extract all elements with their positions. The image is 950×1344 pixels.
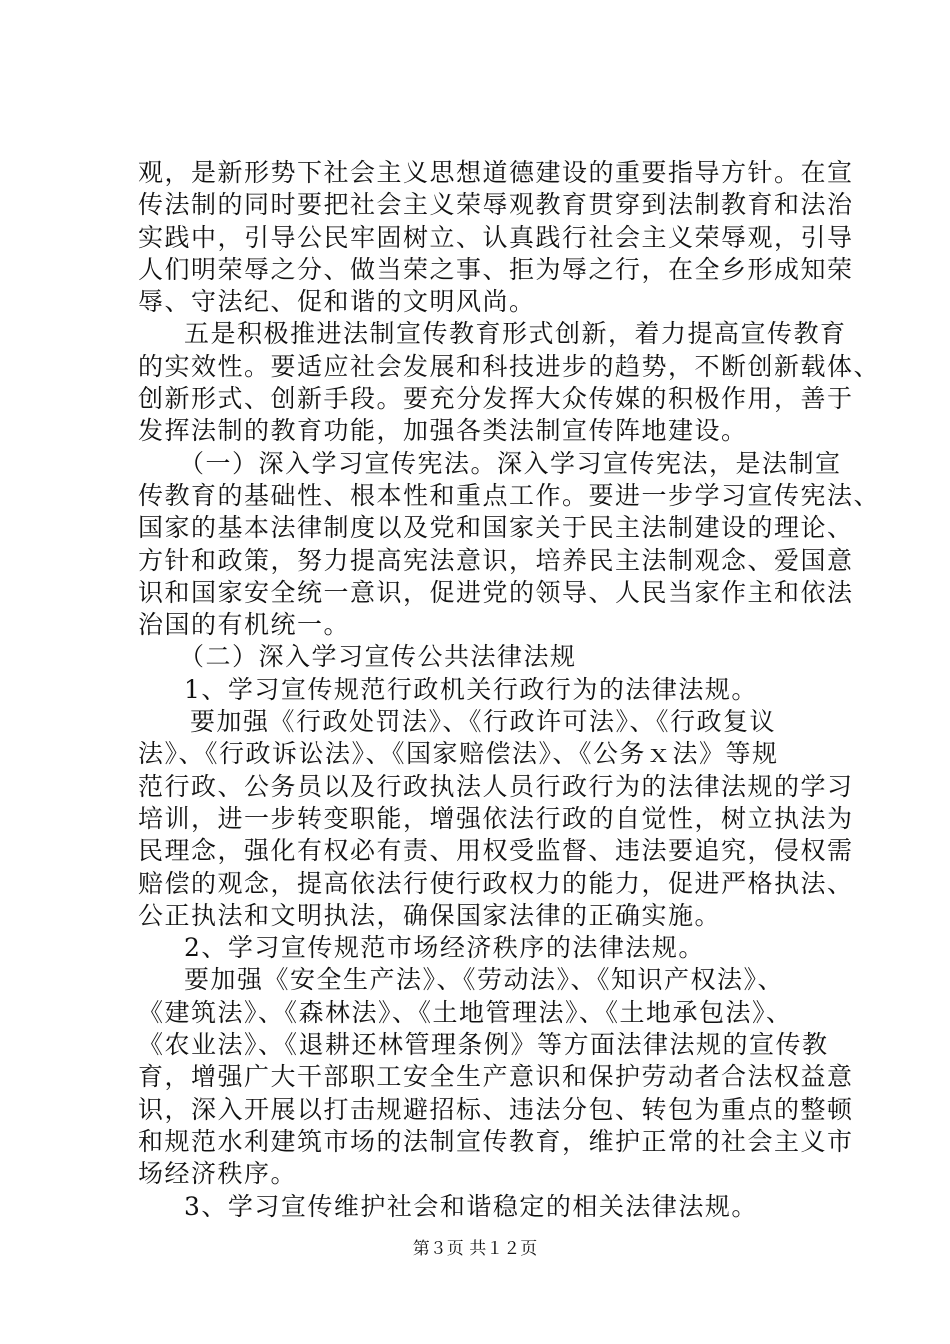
text-line: 的实效性。要适应社会发展和科技进步的趋势，不断创新载体、 [138,351,881,381]
text-line: 传法制的同时要把社会主义荣辱观教育贯穿到法制教育和法治 [138,190,854,220]
text-line: 发挥法制的教育功能，加强各类法制宣传阵地建设。 [138,416,748,446]
text-line: 《建筑法》、《森林法》、《土地管理法》、《土地承包法》、 [138,997,793,1027]
text-line: 五是积极推进法制宣传教育形式创新，着力提高宣传教育 [184,319,847,349]
text-line: 要加强《行政处罚法》、《行政许可法》、《行政复议 [190,707,777,737]
text-line: 创新形式、创新手段。要充分发挥大众传媒的积极作用，善于 [138,384,854,414]
text-line: 辱、守法纪、促和谐的文明风尚。 [138,287,536,317]
text-line: 观，是新形势下社会主义思想道德建设的重要指导方针。在宣 [138,158,854,187]
text-line: 传教育的基础性、根本性和重点工作。要进一步学习宣传宪法、 [138,480,881,510]
text-line: 实践中，引导公民牢固树立、认真践行社会主义荣辱观，引导 [138,222,854,252]
text-line: （二）深入学习宣传公共法律法规 [179,642,577,672]
text-line: 3、学习宣传维护社会和谐稳定的相关法律法规。 [184,1191,758,1221]
text-line: （一）深入学习宣传宪法。深入学习宣传宪法，是法制宣 [179,448,842,478]
text-line: 1、学习宣传规范行政机关行政行为的法律法规。 [184,674,758,704]
text-line: 育，增强广大干部职工安全生产意识和保护劳动者合法权益意 [138,1062,854,1092]
text-line: 赔偿的观念，提高依法行使行政权力的能力，促进严格执法、 [138,868,854,898]
text-line: 培训，进一步转变职能，增强依法行政的自觉性，树立执法为 [138,803,854,833]
text-line: 人们明荣辱之分、做当荣之事、拒为辱之行，在全乡形成知荣 [138,254,854,284]
text-line: 国家的基本法律制度以及党和国家关于民主法制建设的理论、 [138,513,854,543]
text-line: 场经济秩序。 [138,1159,298,1189]
text-line: 方针和政策，努力提高宪法意识，培养民主法制观念、爱国意 [138,545,854,575]
text-line: 范行政、公务员以及行政执法人员行政行为的法律法规的学习 [138,771,854,801]
text-line: 2、学习宣传规范市场经济秩序的法律法规。 [184,933,705,963]
text-line: 和规范水利建筑市场的法制宣传教育，维护正常的社会主义市 [138,1126,854,1156]
text-line: 民理念，强化有权必有责、用权受监督、违法要追究，侵权需 [138,836,854,866]
text-line: 识和国家安全统一意识，促进党的领导、人民当家作主和依法 [138,577,854,607]
text-line: 《农业法》、《退耕还林管理条例》等方面法律法规的宣传教 [138,1030,829,1060]
text-line: 要加强《安全生产法》、《劳动法》、《知识产权法》、 [184,965,785,995]
text-line: 识，深入开展以打击规避招标、违法分包、转包为重点的整顿 [138,1094,854,1124]
page-number-footer: 第３页 共１２页 [412,1239,538,1259]
text-line: 治国的有机统一。 [138,610,351,640]
text-line: 法》、《行政诉讼法》、《国家赔偿法》、《公务ｘ法》等规 [138,739,779,769]
document-body [138,157,881,1223]
text-line: 公正执法和文明执法，确保国家法律的正确实施。 [138,900,722,930]
